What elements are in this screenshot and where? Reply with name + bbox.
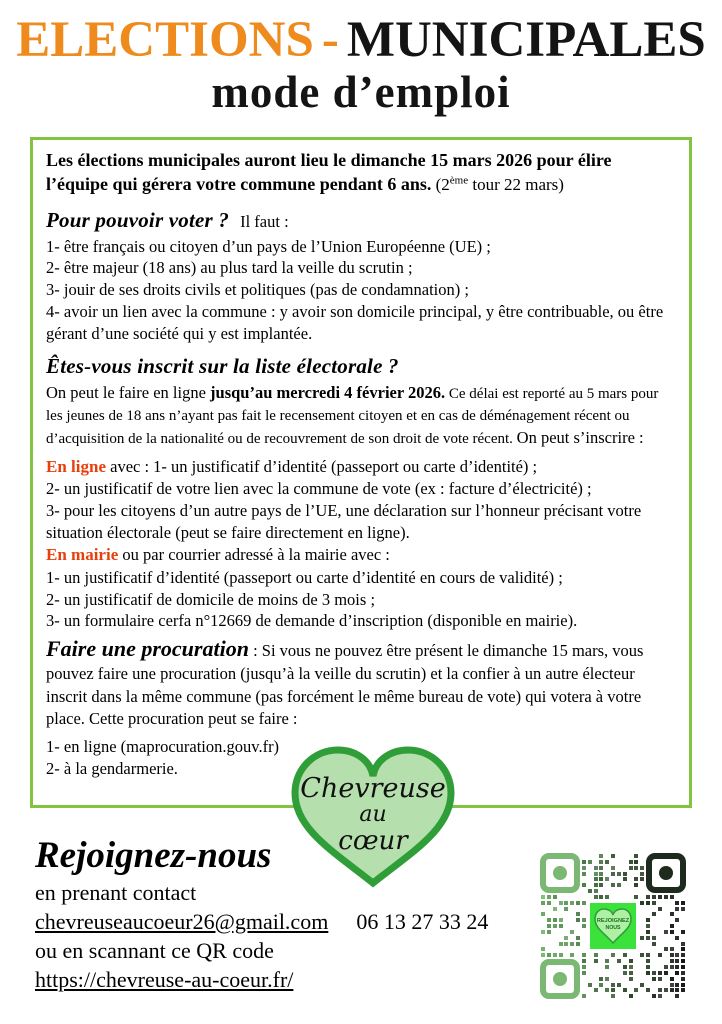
intro-bold-text: Les élections municipales auront lieu le dimanche 15 mars 2026 pour élire l’équipe qui gérera votre commune pendant 6 ans. — [46, 150, 612, 194]
qr-module — [541, 930, 545, 934]
qr-module — [634, 883, 638, 887]
qr-module — [629, 866, 633, 870]
qr-module — [623, 953, 627, 957]
qr-module — [617, 883, 621, 887]
qr-module — [541, 953, 545, 957]
qr-module — [658, 895, 662, 899]
qr-module — [658, 971, 662, 975]
heart-text-line: cœur — [338, 825, 408, 856]
qr-module — [670, 924, 674, 928]
qr-module — [582, 883, 586, 887]
online-registration-lead: En ligne avec : 1- un justificatif d’identité (passeport ou carte d’identité) ; — [46, 456, 538, 476]
qr-module — [611, 988, 615, 992]
qr-module — [640, 901, 644, 905]
qr-module — [646, 930, 650, 934]
qr-module — [594, 959, 598, 963]
qr-module — [681, 988, 685, 992]
qr-module — [599, 877, 603, 881]
qr-module — [629, 860, 633, 864]
qr-module — [582, 901, 586, 905]
qr-module — [681, 953, 685, 957]
qr-code — [540, 853, 686, 999]
qr-module — [681, 977, 685, 981]
qr-center-badge — [590, 903, 636, 949]
qr-module — [599, 977, 603, 981]
qr-module — [611, 983, 615, 987]
procuration-paragraph: Faire une procuration : Si vous ne pouvez être présent le dimanche 15 mars, vous pouvez faire une procuration (jusqu’à la veille du scrutin) et la confier à un autre électeur inscrit dans la même commune (pas forcément le même bureau de vote) qui votera à votre place. Cette procuration peut se faire : — [46, 636, 644, 728]
qr-module — [547, 918, 551, 922]
qr-module — [681, 965, 685, 969]
qr-module — [594, 895, 598, 899]
qr-module — [623, 971, 627, 975]
qr-module — [541, 895, 545, 899]
qr-module — [617, 959, 621, 963]
heart-text-line: au — [359, 802, 387, 828]
qr-module — [681, 971, 685, 975]
qr-module — [629, 959, 633, 963]
qr-module — [634, 895, 638, 899]
qr-module — [670, 983, 674, 987]
label-en-mairie: En mairie — [46, 545, 119, 564]
qr-module — [576, 918, 580, 922]
qr-module — [629, 965, 633, 969]
qr-module — [594, 883, 598, 887]
qr-module — [547, 924, 551, 928]
qr-module — [675, 901, 679, 905]
qr-module — [623, 872, 627, 876]
qr-module — [541, 901, 545, 905]
qr-module — [547, 930, 551, 934]
title-separator: - — [321, 12, 339, 68]
deadline-date: jusqu’au mercredi 4 février 2026. — [210, 383, 446, 403]
qr-finder-pattern — [540, 853, 580, 893]
flyer-header — [0, 14, 722, 118]
qr-module — [675, 953, 679, 957]
qr-module — [594, 988, 598, 992]
section-heading-pour-voter: Pour pouvoir voter ? — [46, 207, 230, 232]
qr-module — [634, 877, 638, 881]
qr-module — [553, 907, 557, 911]
qr-module — [652, 895, 656, 899]
qr-module — [658, 988, 662, 992]
qr-badge-text-line: REJOIGNEZ — [596, 918, 630, 924]
qr-module — [605, 895, 609, 899]
qr-module — [675, 983, 679, 987]
chevreuse-heart-logo — [285, 744, 461, 890]
qr-module — [681, 901, 685, 905]
qr-module — [675, 959, 679, 963]
online-registration-item: 3- pour les citoyens d’un autre pays de l’UE, une déclaration sur l’honneur précisant votre situation électorale (peut se faire directement en ligne). — [46, 501, 642, 543]
qr-module — [611, 953, 615, 957]
page-title — [0, 14, 722, 66]
second-round-note: (2ème tour 22 mars) — [431, 174, 564, 194]
qr-module — [594, 866, 598, 870]
qr-module — [582, 924, 586, 928]
qr-module — [646, 895, 650, 899]
qr-module — [617, 872, 621, 876]
qr-module — [582, 953, 586, 957]
qr-module — [675, 918, 679, 922]
heart-logo-text — [285, 774, 461, 855]
qr-module — [576, 942, 580, 946]
qr-module — [599, 983, 603, 987]
mairie-registration-item: 1- un justificatif d’identité (passeport ou carte d’identité en cours de validité) ; — [46, 567, 563, 587]
qr-module — [652, 942, 656, 946]
qr-module — [559, 953, 563, 957]
qr-module — [640, 866, 644, 870]
qr-module — [652, 936, 656, 940]
qr-module — [553, 953, 557, 957]
qr-module — [570, 953, 574, 957]
qr-module — [675, 907, 679, 911]
qr-module — [559, 918, 563, 922]
qr-module — [594, 877, 598, 881]
procuration-item: 1- en ligne (maprocuration.gouv.fr) — [46, 736, 280, 756]
mairie-registration-item: 3- un formulaire cerfa n°12669 de demande d’inscription (disponible en mairie). — [46, 611, 578, 631]
qr-module — [605, 977, 609, 981]
qr-module — [646, 959, 650, 963]
qr-module — [582, 872, 586, 876]
qr-module — [675, 965, 679, 969]
qr-module — [658, 977, 662, 981]
qr-module — [582, 959, 586, 963]
qr-module — [594, 889, 598, 893]
qr-module — [623, 877, 627, 881]
qr-module — [611, 872, 615, 876]
title-municipales: MUNICIPALES — [346, 12, 706, 68]
qr-module — [646, 901, 650, 905]
qr-instruction-line: ou en scannant ce QR code — [35, 937, 274, 963]
mairie-registration-item: 2- un justificatif de domicile de moins de 3 mois ; — [46, 589, 376, 609]
qr-module — [664, 988, 668, 992]
qr-module — [681, 959, 685, 963]
qr-module — [582, 971, 586, 975]
page-subtitle: mode d’emploi — [211, 67, 511, 118]
qr-module — [658, 994, 662, 998]
qr-module — [681, 907, 685, 911]
qr-module — [670, 953, 674, 957]
qr-module — [559, 901, 563, 905]
website-link[interactable]: https://chevreuse-au-coeur.fr/ — [35, 966, 294, 992]
qr-module — [599, 895, 603, 899]
superscript-eme: ème — [449, 174, 469, 187]
qr-module — [675, 971, 679, 975]
qr-module — [640, 877, 644, 881]
intro-paragraph — [46, 149, 676, 197]
phone-number: 06 13 27 33 24 — [356, 908, 489, 934]
qr-module — [646, 953, 650, 957]
qr-module — [670, 988, 674, 992]
qr-module — [646, 988, 650, 992]
email-link[interactable]: chevreuseaucoeur26@gmail.com — [35, 908, 329, 934]
qr-module — [670, 912, 674, 916]
qr-finder-dot — [553, 972, 567, 986]
qr-module — [652, 901, 656, 905]
qr-module — [640, 936, 644, 940]
qr-module — [640, 872, 644, 876]
contact-intro-line: en prenant contact — [35, 879, 197, 905]
qr-module — [629, 971, 633, 975]
qr-module — [594, 872, 598, 876]
qr-module — [576, 936, 580, 940]
qr-module — [652, 977, 656, 981]
inscription-paragraph: On peut le faire en ligne jusqu’au mercredi 4 février 2026. Ce délai est reporté au 5 mars pour les jeunes de 18 ans n’ayant pas fait le recensement citoyen et en cas de déménagement récent ou d’acquisition de la nationalité ou de recouvrement de son droit de vote récent. On peut s’inscrire : — [46, 383, 659, 447]
qr-finder-pattern — [646, 853, 686, 893]
qr-finder-dot — [659, 866, 673, 880]
qr-module — [553, 924, 557, 928]
online-registration-item: 2- un justificatif de votre lien avec la commune de vote (ex : facture d’électricité) ; — [46, 479, 592, 499]
qr-module — [658, 953, 662, 957]
qr-module — [582, 965, 586, 969]
voter-condition-item: 3- jouir de ses droits civils et politiques (pas de condamnation) ; — [46, 280, 469, 300]
qr-module — [588, 860, 592, 864]
qr-module — [664, 971, 668, 975]
qr-module — [599, 854, 603, 858]
qr-module — [576, 901, 580, 905]
title-elections: ELECTIONS — [16, 12, 314, 68]
qr-module — [541, 947, 545, 951]
qr-module — [646, 924, 650, 928]
qr-module — [652, 912, 656, 916]
qr-module — [670, 959, 674, 963]
qr-module — [640, 953, 644, 957]
qr-module — [681, 947, 685, 951]
qr-module — [670, 965, 674, 969]
qr-module — [599, 883, 603, 887]
qr-module — [664, 965, 668, 969]
section-voter-heading-row — [46, 208, 676, 233]
qr-module — [582, 866, 586, 870]
voter-condition-item: 1- être français ou citoyen d’un pays de l’Union Européenne (UE) ; — [46, 236, 491, 256]
qr-module — [681, 983, 685, 987]
qr-module — [582, 918, 586, 922]
qr-module — [541, 912, 545, 916]
qr-module — [652, 971, 656, 975]
qr-module — [599, 866, 603, 870]
qr-module — [675, 936, 679, 940]
qr-module — [570, 930, 574, 934]
qr-module — [599, 860, 603, 864]
qr-module — [570, 942, 574, 946]
qr-module — [605, 959, 609, 963]
contact-line — [35, 909, 535, 935]
qr-module — [658, 907, 662, 911]
section-lead-il-faut: Il faut : — [240, 211, 289, 231]
qr-finder-dot — [553, 866, 567, 880]
qr-module — [681, 942, 685, 946]
qr-module — [634, 854, 638, 858]
qr-finder-pattern — [540, 959, 580, 999]
voter-condition-item: 2- être majeur (18 ans) au plus tard la veille du scrutin ; — [46, 258, 413, 278]
qr-module — [617, 983, 621, 987]
qr-module — [664, 930, 668, 934]
qr-module — [652, 994, 656, 998]
qr-module — [605, 965, 609, 969]
qr-module — [553, 895, 557, 899]
qr-module — [547, 895, 551, 899]
qr-module — [611, 866, 615, 870]
qr-module — [670, 930, 674, 934]
qr-module — [634, 860, 638, 864]
qr-module — [629, 994, 633, 998]
qr-module — [670, 977, 674, 981]
qr-module — [547, 901, 551, 905]
qr-module — [629, 977, 633, 981]
qr-module — [675, 994, 679, 998]
qr-module — [605, 988, 609, 992]
qr-module — [623, 965, 627, 969]
qr-module — [570, 901, 574, 905]
label-en-ligne: En ligne — [46, 456, 106, 476]
qr-module — [675, 988, 679, 992]
qr-module — [623, 988, 627, 992]
join-us-heading: Rejoignez-nous — [35, 835, 272, 876]
qr-module — [582, 860, 586, 864]
qr-module — [547, 953, 551, 957]
qr-module — [646, 971, 650, 975]
qr-module — [588, 983, 592, 987]
qr-module — [599, 872, 603, 876]
heart-icon — [593, 906, 633, 946]
qr-module — [664, 947, 668, 951]
qr-module — [594, 953, 598, 957]
qr-module — [588, 889, 592, 893]
procuration-item: 2- à la gendarmerie. — [46, 758, 178, 778]
qr-module — [670, 895, 674, 899]
qr-badge-text-line: NOUS — [605, 925, 621, 931]
qr-module — [553, 918, 557, 922]
voter-condition-item: 4- avoir un lien avec la commune : y avoir son domicile principal, y être contribuable, ou être gérant d’une société qui y est implantée. — [46, 302, 664, 344]
qr-module — [670, 947, 674, 951]
section-inscription-heading-row — [46, 354, 676, 379]
qr-module — [634, 866, 638, 870]
qr-module — [564, 942, 568, 946]
qr-module — [611, 854, 615, 858]
qr-module — [559, 942, 563, 946]
qr-module — [611, 994, 615, 998]
qr-module — [582, 994, 586, 998]
mairie-registration-lead: En mairie ou par courrier adressé à la mairie avec : — [46, 545, 390, 564]
heart-text-line: Chevreuse — [300, 773, 446, 804]
qr-module — [646, 965, 650, 969]
qr-module — [605, 877, 609, 881]
qr-module — [605, 860, 609, 864]
qr-module — [664, 895, 668, 899]
qr-module — [646, 936, 650, 940]
qr-module — [646, 918, 650, 922]
qr-module — [564, 907, 568, 911]
qr-module — [564, 901, 568, 905]
qr-module — [634, 988, 638, 992]
qr-module — [640, 983, 644, 987]
qr-module — [576, 912, 580, 916]
section-heading-inscription: Êtes-vous inscrit sur la liste électorale ? — [46, 354, 399, 379]
qr-module — [681, 930, 685, 934]
qr-module — [611, 883, 615, 887]
qr-module — [559, 924, 563, 928]
main-content-box — [30, 137, 692, 808]
qr-module — [564, 936, 568, 940]
section-heading-procuration: Faire une procuration — [46, 636, 249, 662]
